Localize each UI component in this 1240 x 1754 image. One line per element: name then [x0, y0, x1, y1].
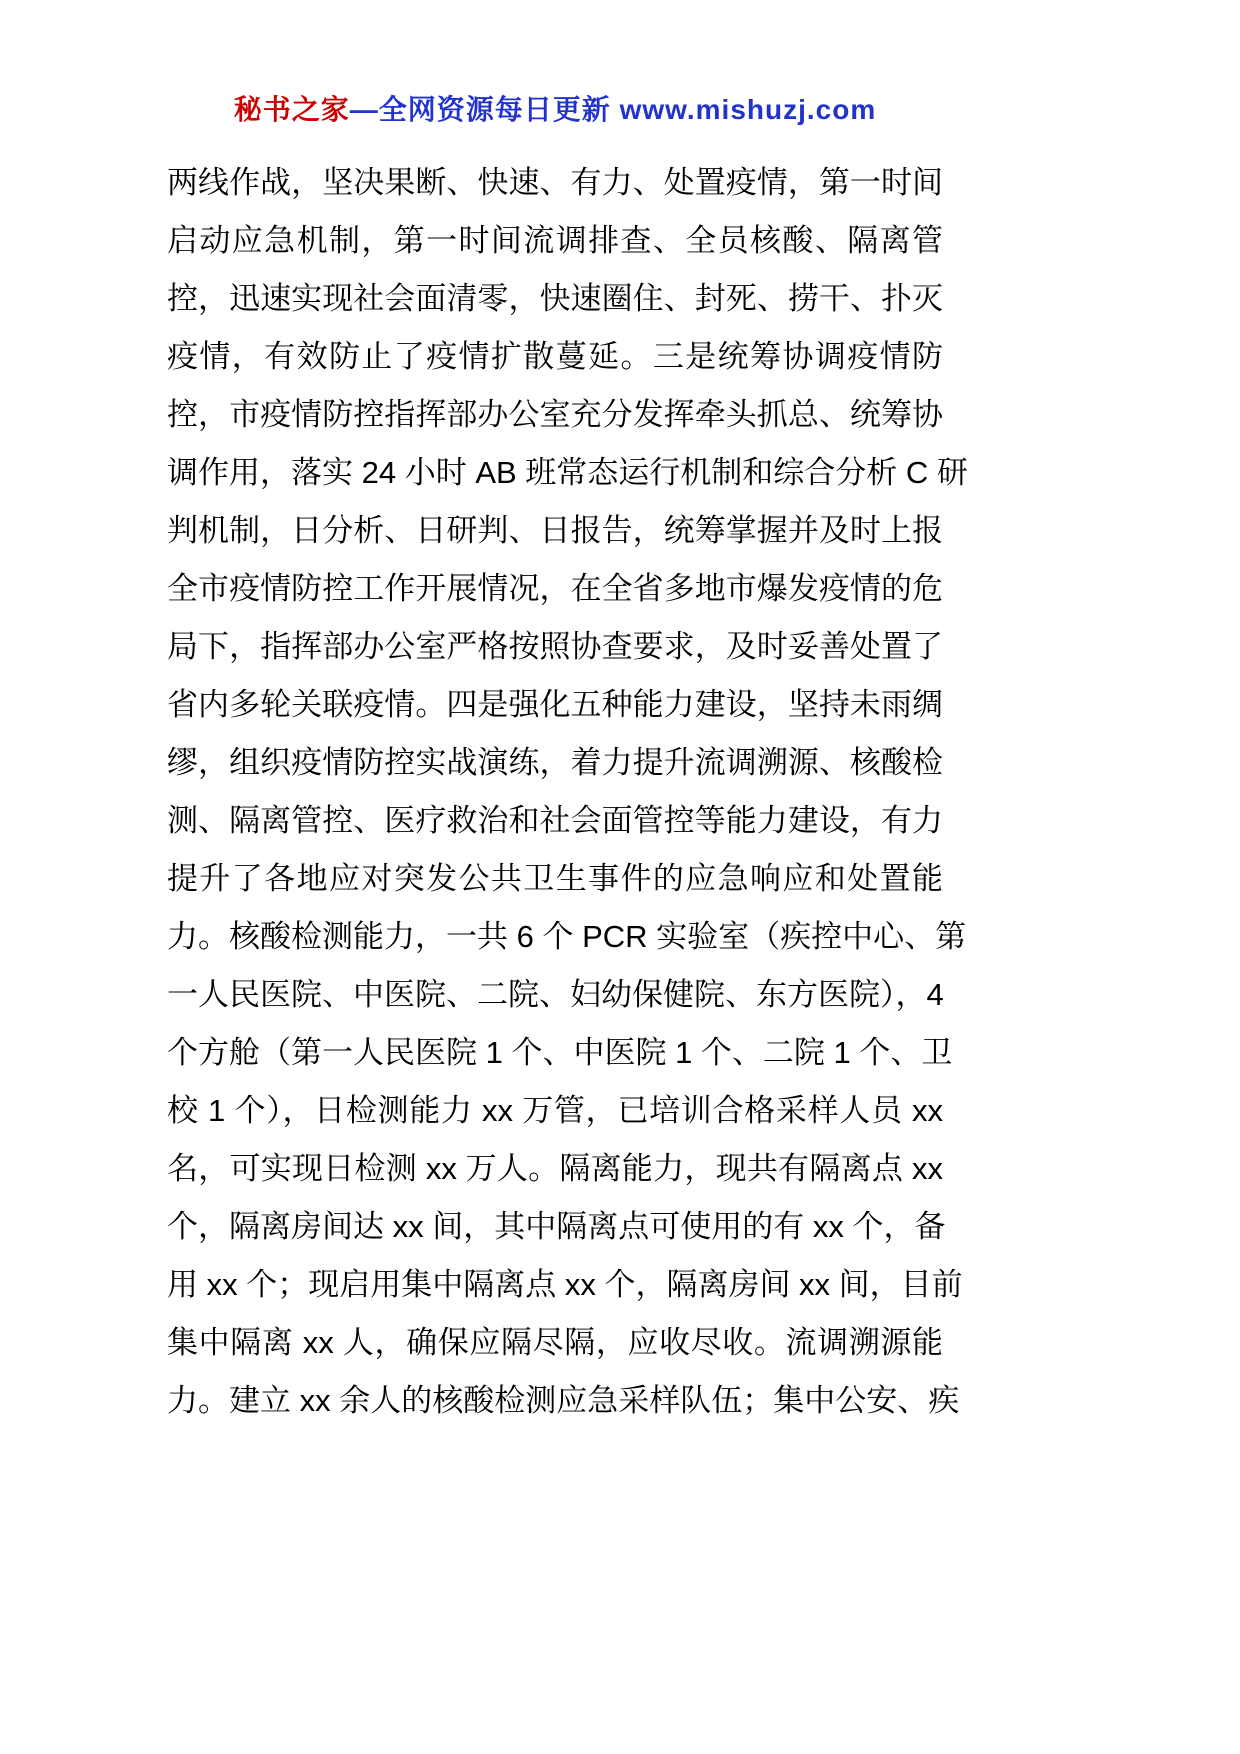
body-text-line: 疫情，有效防止了疫情扩散蔓延。三是统筹协调疫情防	[167, 339, 943, 374]
site-url: www.mishuzj.com	[619, 94, 877, 125]
header-tagline: —全网资源每日更新	[349, 94, 620, 125]
body-text-line: 提升了各地应对突发公共卫生事件的应急响应和处置能	[167, 861, 943, 896]
body-text-line: 名，可实现日检测 xx 万人。隔离能力，现共有隔离点 xx	[167, 1151, 943, 1186]
body-text-line: 启动应急机制，第一时间流调排查、全员核酸、隔离管	[167, 223, 943, 258]
body-text-line: 一人民医院、中医院、二院、妇幼保健院、东方医院），4	[167, 977, 944, 1012]
body-text-line: 局下，指挥部办公室严格按照协查要求，及时妥善处置了	[167, 629, 943, 664]
body-text-line: 控，迅速实现社会面清零，快速圈住、封死、捞干、扑灭	[167, 281, 943, 316]
body-text-line: 集中隔离 xx 人，确保应隔尽隔，应收尽收。流调溯源能	[167, 1325, 943, 1360]
body-text-line: 校 1 个），日检测能力 xx 万管，已培训合格采样人员 xx	[167, 1093, 943, 1128]
body-text-line: 个，隔离房间达 xx 间，其中隔离点可使用的有 xx 个，备	[167, 1209, 946, 1244]
body-text-line: 缪，组织疫情防控实战演练，着力提升流调溯源、核酸检	[167, 745, 943, 780]
site-name: 秘书之家	[233, 94, 350, 125]
page-header	[167, 0, 943, 128]
body-text	[167, 154, 968, 1430]
body-text-line: 两线作战，坚决果断、快速、有力、处置疫情，第一时间	[167, 165, 943, 200]
body-text-line: 测、隔离管控、医疗救治和社会面管控等能力建设，有力	[167, 803, 943, 838]
body-text-line: 调作用，落实 24 小时 AB 班常态运行机制和综合分析 C 研	[167, 455, 968, 490]
body-text-line: 个方舱（第一人民医院 1 个、中医院 1 个、二院 1 个、卫	[167, 1035, 953, 1070]
body-text-line: 用 xx 个；现启用集中隔离点 xx 个，隔离房间 xx 间，目前	[167, 1267, 963, 1302]
body-text-line: 省内多轮关联疫情。四是强化五种能力建设，坚持未雨绸	[167, 687, 943, 722]
page-content	[167, 0, 968, 1430]
body-text-line: 力。核酸检测能力，一共 6 个 PCR 实验室（疾控中心、第	[167, 919, 967, 954]
body-text-line: 判机制，日分析、日研判、日报告，统筹掌握并及时上报	[167, 513, 943, 548]
body-text-line: 力。建立 xx 余人的核酸检测应急采样队伍；集中公安、疾	[167, 1383, 960, 1418]
body-text-line: 全市疫情防控工作开展情况，在全省多地市爆发疫情的危	[167, 571, 943, 606]
body-text-line: 控，市疫情防控指挥部办公室充分发挥牵头抓总、统筹协	[167, 397, 943, 432]
